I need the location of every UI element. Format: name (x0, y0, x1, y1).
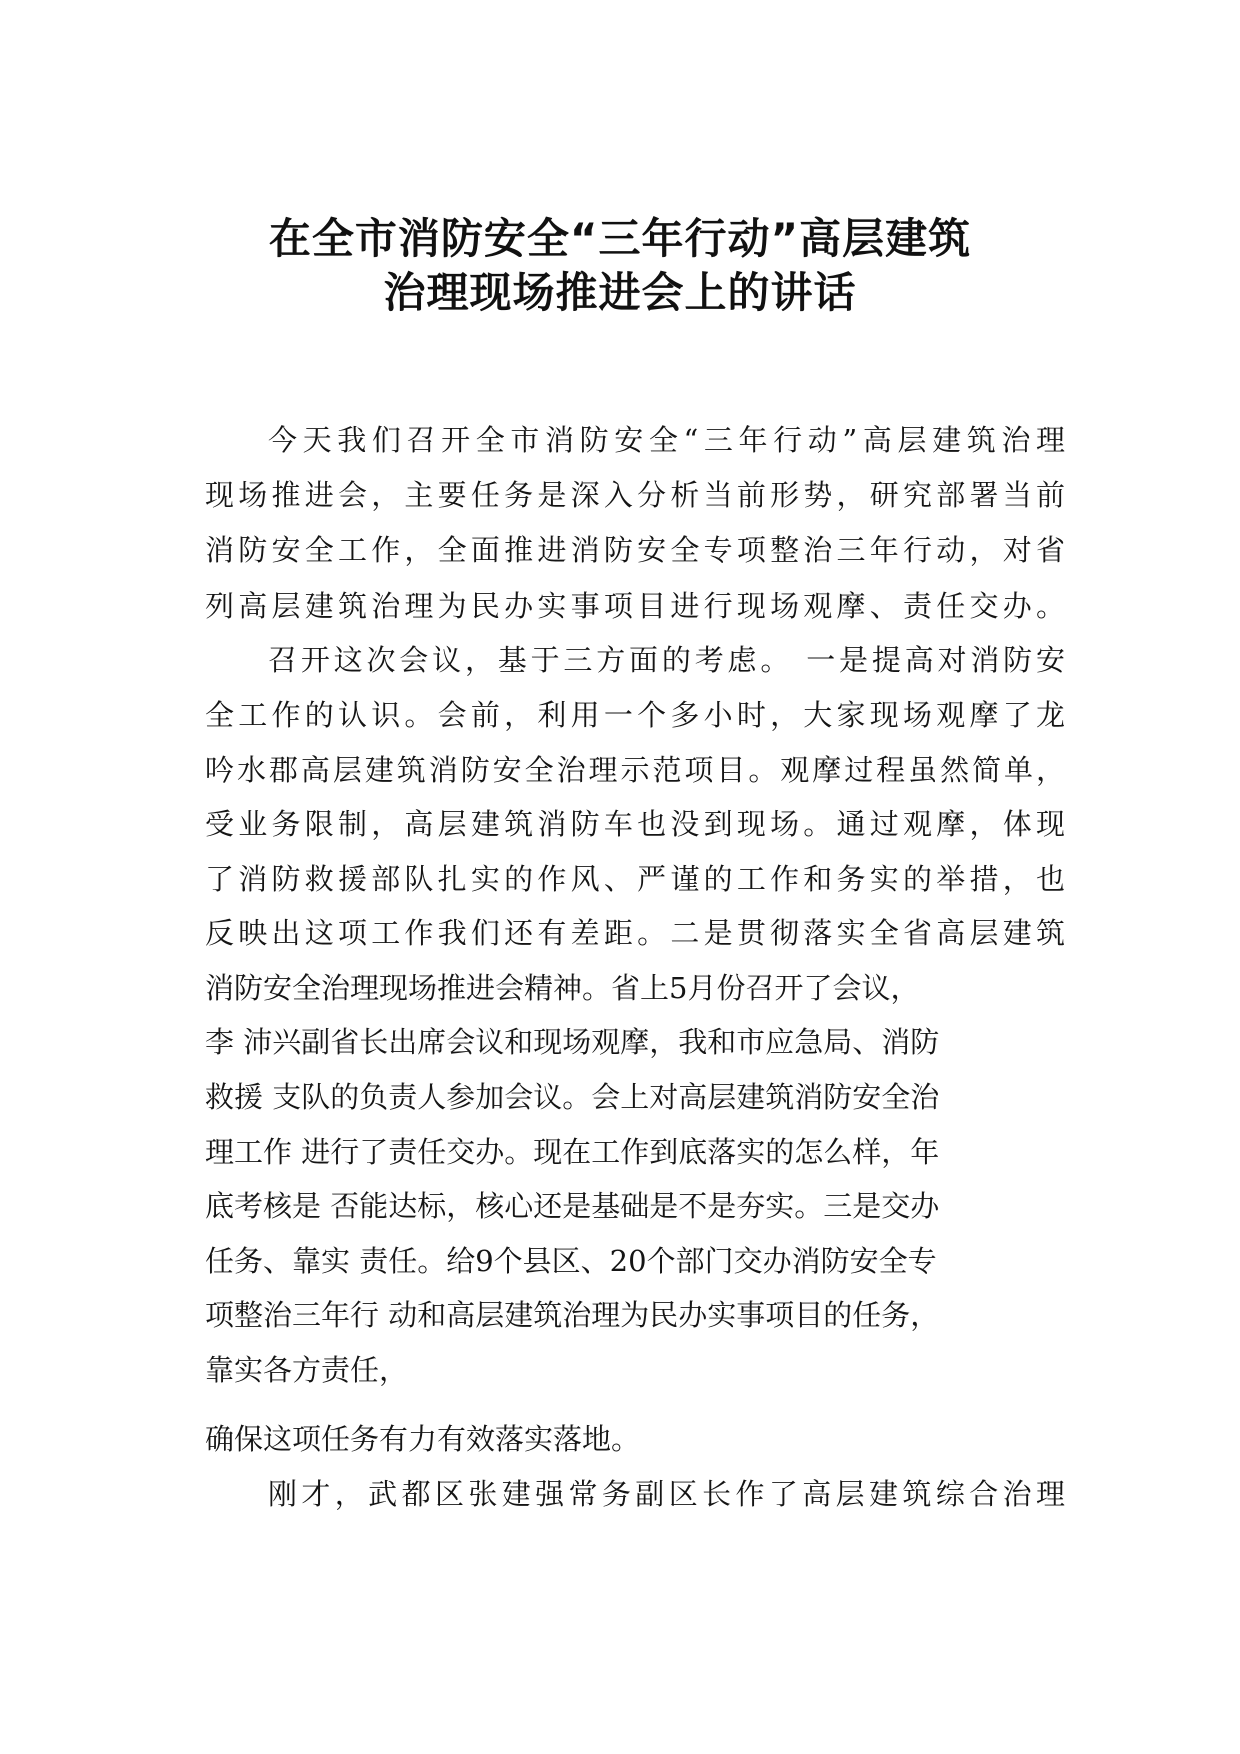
document-title (0, 212, 1240, 320)
body-line: 消防安全治理现场推进会精神。省上5月份召开了会议， (205, 971, 920, 1005)
body-line: 确保这项任务有力有效落实落地。 (205, 1422, 641, 1456)
body-line: 项整治三年行 动和高层建筑治理为民办实事项目的任务， (205, 1298, 940, 1332)
body-line: 反映出这项工作我们还有差距。二是贯彻落实全省高层建筑 (205, 916, 1065, 950)
body-line: 救援 支队的负责人参加会议。会上对高层建筑消防安全治 (205, 1080, 940, 1114)
body-line: 召开这次会议，基于三方面的考虑。 一是提高对消防安 (268, 643, 1065, 677)
body-line: 全工作的认识。会前，利用一个多小时，大家现场观摩了龙 (205, 698, 1065, 732)
body-line: 受业务限制，高层建筑消防车也没到现场。通过观摩，体现 (205, 807, 1065, 841)
body-line: 李 沛兴副省长出席会议和现场观摩，我和市应急局、消防 (205, 1025, 940, 1059)
body-line: 现场推进会，主要任务是深入分析当前形势，研究部署当前 (205, 478, 1065, 512)
body-line: 消防安全工作，全面推进消防安全专项整治三年行动，对省 (205, 533, 1065, 567)
body-line: 底考核是 否能达标，核心还是基础是不是夯实。三是交办 (205, 1189, 940, 1223)
body-line: 了消防救援部队扎实的作风、严谨的工作和务实的举措，也 (205, 862, 1065, 896)
body-line: 吟水郡高层建筑消防安全治理示范项目。观摩过程虽然简单， (205, 753, 1065, 787)
body-line: 靠实各方责任， (205, 1353, 409, 1387)
body-line: 刚才，武都区张建强常务副区长作了高层建筑综合治理 (268, 1477, 1065, 1511)
body-line: 今天我们召开全市消防安全“三年行动”高层建筑治理 (268, 423, 1065, 457)
body-line: 任务、靠实 责任。给9个县区、20个部门交办消防安全专 (205, 1244, 937, 1278)
title-line-1: 在全市消防安全“三年行动”高层建筑 (268, 214, 972, 263)
title-line-2: 治理现场推进会上的讲话 (383, 268, 857, 317)
body-line: 列高层建筑治理为民办实事项目进行现场观摩、责任交办。 (205, 589, 1065, 623)
body-line: 理工作 进行了责任交办。现在工作到底落实的怎么样，年 (205, 1135, 940, 1169)
